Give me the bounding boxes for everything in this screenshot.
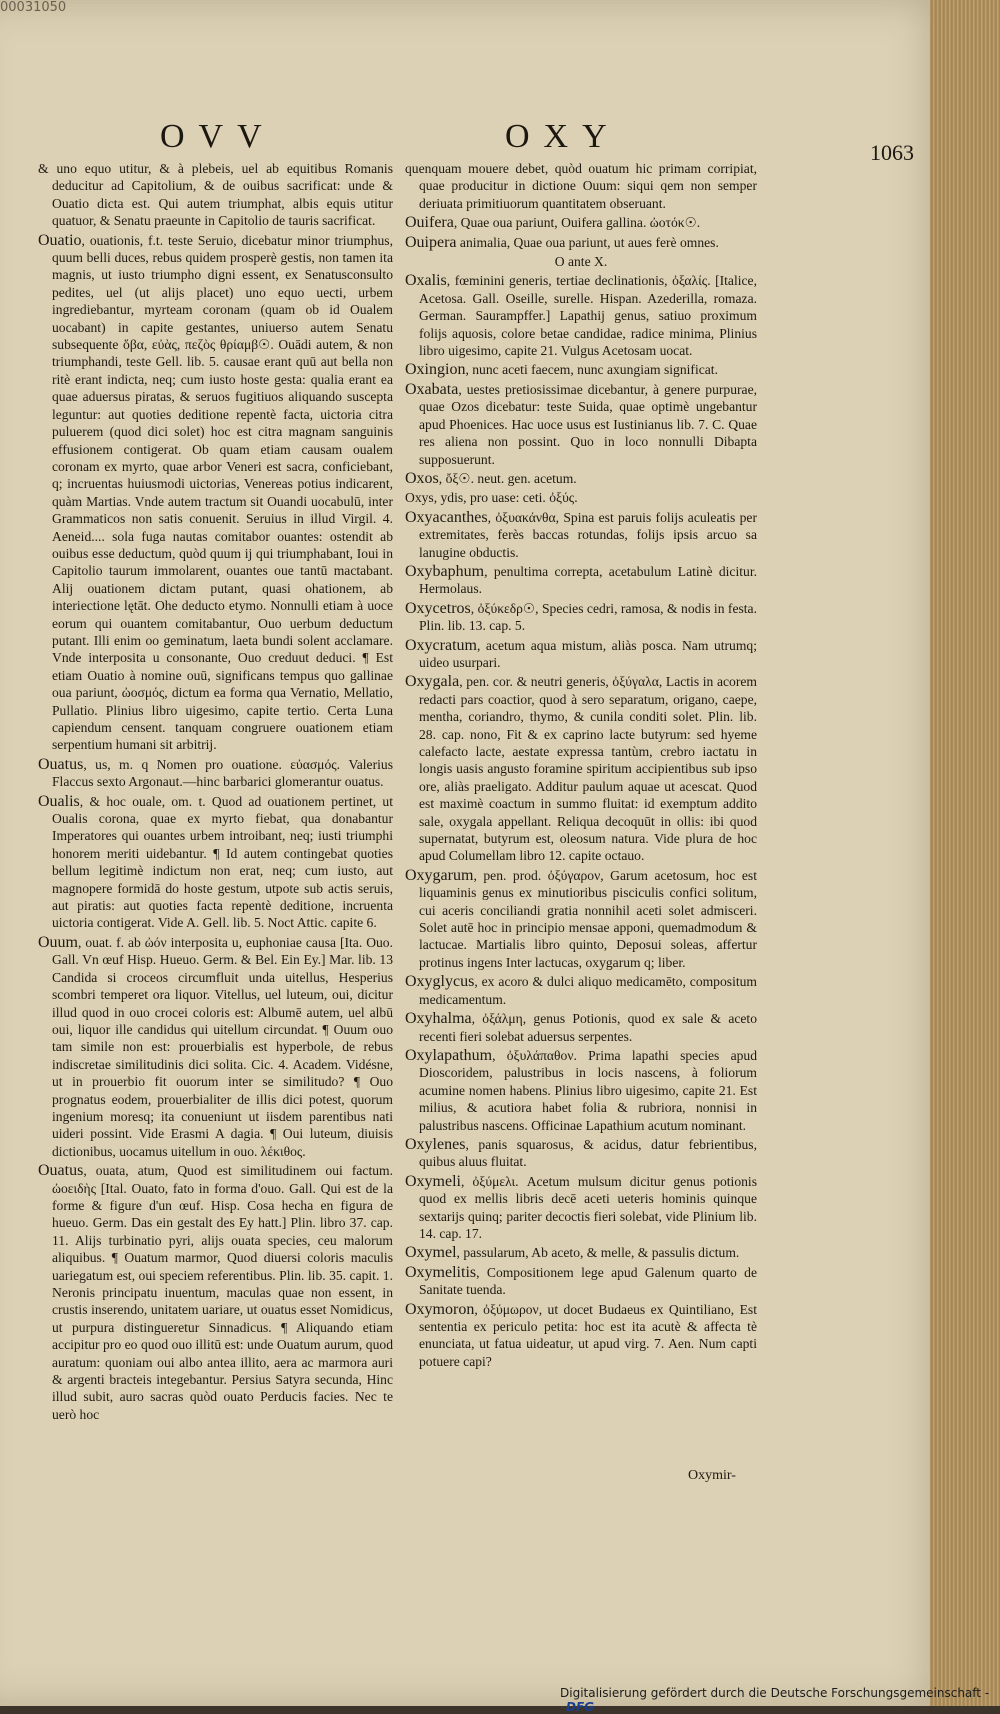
scan-id: 00031050 — [0, 0, 67, 15]
dictionary-entry — [405, 600, 757, 635]
page-edge — [930, 0, 1000, 1706]
entry-lemma: Oxylenes — [405, 1135, 466, 1153]
entry-text: , nunc aceti faecem, nunc axungiam significat. — [465, 362, 718, 378]
dictionary-entry — [405, 214, 757, 231]
dictionary-entry — [405, 361, 757, 378]
entry-text: & uno equo utitur, & à plebeis, uel ab equitibus Romanis deducitur ad Capitolium, & de ouibus sacrificat: unde & Ouatio dicta est. Qui autem triumphat, albis equis utitur quatuor, & Senatu praeunte in Capitolio de tauris sacrificat. — [38, 161, 393, 229]
entry-text: , panis squarosus, & acidus, datur febrientibus, quibus aluus fluitat. — [419, 1136, 757, 1170]
entry-text: , ὄξ☉. neut. gen. acetum. — [438, 470, 577, 486]
dictionary-entry — [38, 756, 393, 791]
entry-text: , passularum, Ab aceto, & melle, & passulis dictum. — [456, 1245, 740, 1261]
dictionary-entry — [405, 1010, 757, 1045]
footer-text: Digitalisierung gefördert durch die Deutsche Forschungsgemeinschaft - — [560, 1686, 990, 1700]
entry-text: , uestes pretiosissimae dicebantur, à genere purpurae, quae Ozos dicebatur: teste Suida, quae optimè ungebantur apud Phoenices. Hac uoce usus est Iustinianus lib. 7. C. Quae res aliena non possint. Quo in loco nonnulli Dibapta supposuerunt. — [419, 381, 757, 467]
entry-text: , ouationis, f.t. teste Seruio, dicebatur minor triumphus, quum belli duces, rebus quidem prosperè gestis, non tamen ita magnis, ut iusto triumpho digni essent, ex Senatusconsulto pedites, uel (ut alijs placet) uno equo uecti, urbem ingrediebantur, myrteam coronam (quam ob id Oualem uocabant) in capite gestantes, uniuerso autem Senatu subsequente ὄβα, εὐὰς, πεζὸς θρίαμβ☉. Ouādi autem, & non triumphandi, teste Gell. lib. 5. causae erant quū aut bella non ritè erant indicta, neq; cum iusto hoste gesta: qualia erant ea quae aduersus piratas, & seruos fugitiuos aliquando suscepta leguntur: aut quoties deditione repentè facta, uictoria citra puluerem (quod dici solet) hoc est citra magnam sanguinis effusionem contigerat. Ob quam etiam causam oualem coronam ex myrto, quae arbor Veneri est sacra, conficiebant, q; incruentas huiusmodi uictorias, Venereas potius indicarent, quàm Martias. Vnde autem tractum sit Ouandi uocabulū, inter Grammaticos non satis conuenit. Seruius in illud Virgil. 4. Aeneid.... sola fuga nautas comitabor ouantes: ostendit ab ouibus esse deductum, quòd quum ij qui triumphabant, Ioui in Capitolio taurum immolarent, ouantes oue tantū mactabant. Alij ouationem dictam putant, quasi ohationem, ab interiectione lętāt. Ohe deducto etymo. Nonnulli etiam à uoce eorum qui ouantem comitabantur, Ouo uerbum deductum putant. Illi enim oo geminatum, laeta bundi solent acclamare. Vnde interposita u consonante, Ouo creduut deduci. ¶ Est etiam Ouatio à nomine ouū, significans tempus quo gallinae oua pariunt, ὠοσμός, dictum ea forma qua Vernatio, Mellatio, Pullatio. Plinius libro uigesimo, capite tertio. Certa Luna capiendum censent. tanquam congruere ouationem etiam serpentium humani sit arbitrij. — [52, 232, 393, 753]
dictionary-entry — [405, 381, 757, 468]
entry-lemma: Oxycratum — [405, 636, 477, 654]
entry-lemma: Oxygarum — [405, 866, 474, 884]
entry-text: animalia, Quae oua pariunt, ut aues ferè omnes. — [456, 234, 719, 250]
dictionary-entry — [405, 489, 757, 506]
entry-lemma: Oxyacanthes — [405, 508, 488, 526]
dictionary-entry — [38, 793, 393, 932]
dictionary-entry — [405, 563, 757, 598]
entry-text: , ouata, atum, Quod est similitudinem oui factum. ὠοειδὴς [Ital. Ouato, fato in forma d'ouo. Gall. Qui est de la forme & figure d'un œuf. Hisp. Cosa hecha en figura de hueuo. Germ. Das ein gestalt des Ey hatt.] Plin. libro 37. cap. 11. Alijs turbinatio pyri, alijs ouata species, ceu malorum aliquibus. ¶ Ouatum marmor, Quod diuersi coloris maculis uariegatum est, oui speciem referentibus. Plin. lib. 35. capit. 1. Neronis principatu inuentum, maculas quae non essent, in crustis inserendo, unitatem uariare, ut ouatus esset Nomidicus, ut purpura distingueretur Sinnadicus. ¶ Aliquando etiam accipitur pro eo quod ouo illitū est: unde Ouatum aurum, quod auratum: quoniam oui albo antea illito, aera ac marmora auri & argenti bracteis integebantur. Persius Satyra secunda, Hinc illud subit, auro sacras quòd ouato Perducis facies. Nec te uerò hoc — [52, 1163, 393, 1422]
dictionary-entry — [405, 509, 757, 561]
dfg-logo: DFG — [566, 1700, 595, 1714]
dictionary-entry — [405, 234, 757, 251]
entry-text: , pen. prod. ὀξύγαρον, Garum acetosum, hoc est liquaminis genus ex minutioribus pisciculis confici solitum, cui aceris conciliandi gratia nonnihil aceti solet admisceri. Solet autē hoc in principio mensae apponi, quemadmodum & lactucae. Martialis libro quinto, Deposui soleas, affertur protinus ingens Inter lactucas, oxygarum q; liber. — [419, 867, 757, 970]
right-column — [405, 160, 757, 1372]
entry-text: , us, m. q Nomen pro ouatione. εὐασμός. Valerius Flaccus sexto Argonaut.—hinc barbarici glomerantur ouatus. — [52, 756, 393, 790]
entry-lemma: Oxyhalma — [405, 1010, 472, 1028]
entry-text: Oxys, ydis, pro uase: ceti. ὀξύς. — [405, 490, 578, 506]
entry-lemma: Oxymel — [405, 1244, 457, 1262]
entry-lemma: Oxymoron — [405, 1300, 475, 1318]
entry-lemma: Oxygala — [405, 673, 460, 691]
entry-text: , ὀξάλμη, genus Potionis, quod ex sale & aceto recenti fieri solebat aduersus serpentes. — [419, 1011, 757, 1044]
dictionary-entry — [405, 1047, 757, 1134]
dictionary-entry — [405, 160, 757, 212]
entry-text: , pen. cor. & neutri generis, ὀξύγαλα, Lactis in acorem redacti pars coactior, quod à sero separatum, origano, caepe, mentha, coriandro, thymo, & cunila conditi solet. Plin. lib. 28. cap. nono, Fit & ex caprino lacte butyrum: sed hyeme calefacto lacte, aestate expressa tantùm, crebro iactatu in longis uasis angusto foramine spiritum accipientibus sub ipso ore, aliàs praeligato. Additur paulum aquae ut acescat. Quod est maximè coactum in summo fluitat: id exemptum addito sale, oxygala appellant. Reliqua decoquūt in ollis: ibi quod supernatat, butyrum est, oleosum natura. Vide plura de hoc apud Columellam libro 12. capite octauo. — [419, 674, 757, 864]
dictionary-entry — [38, 160, 393, 230]
entry-text: , ὀξυακάνθα, Spina est paruis folijs aculeatis per extremitates, ferès baccas rotundas, folijs ipsis arcuo sa lanugine obductis. — [419, 509, 757, 560]
section-heading: O ante X. — [554, 254, 608, 270]
entry-text: , ὀξύκεδρ☉, Species cedri, ramosa, & nodis in festa. Plin. lib. 13. cap. 5. — [419, 600, 757, 634]
entry-lemma: Ouifera — [405, 214, 454, 232]
entry-lemma: Oxalis — [405, 272, 447, 290]
entry-lemma: Ouipera — [405, 233, 457, 251]
dictionary-entry — [38, 232, 393, 754]
entry-text: , Quae oua pariunt, Ouifera gallina. ὠοτόκ☉. — [453, 215, 701, 231]
footer-credit — [560, 1686, 1000, 1714]
running-header-right: OXY — [505, 118, 621, 155]
entry-lemma: Ouum — [38, 933, 78, 951]
entry-lemma: Oxymeli — [405, 1172, 461, 1190]
entry-text: , ouat. f. ab ὠόν interposita u, euphoniae causa [Ita. Ouo. Gall. Vn œuf Hisp. Hueuo. Germ. & Bel. Ein Ey.] Mar. lib. 13 Candida si croceos circumfluit unda uitellus, Hesperius scombri temperet ora liquor. Vitellus, uel luteum, oui, dicitur illud quod in ouo crocei coloris est: Albumē autem, uel albū oui, liquor ille candidus qui uitellum circundat. ¶ Ouum ouo tam simile non est: prouerbialis est hyperbole, de rebus indiscretae similitudinis dici solita. Cic. 4. Academ. Vidésne, ut in prouerbio fit ouorum inter se similitudo? ¶ Ouo prognatus eodem, prouerbialiter de illis dici potest, quorum ingenium moresq; ita conueniunt ut iisdem parentibus nati uideri possint. Vide Erasmi A dagia. ¶ Oui luteum, diuisis dictionibus, uocamus uitellum in ouo. λέκιθος. — [52, 934, 393, 1159]
entry-lemma: Oxybaphum — [405, 562, 485, 580]
entry-text: , fœminini generis, tertiae declinationis, ὀξαλίς. [Italice, Acetosa. Gall. Oseille, surelle. Hispan. Azederilla, romaza. German. Saurampffer.] Lapathij genus, satiuo proximum folijs aquosis, colore betae candidae, radice minima, Plinius libro uigesimo, capite 21. Vulgus Acetosam uocat. — [419, 273, 757, 359]
dictionary-entry — [38, 934, 393, 1160]
page-number: 1063 — [870, 140, 914, 165]
entry-text: , acetum aqua mistum, aliàs posca. Nam utrumq; uideo usurpari. — [419, 637, 757, 670]
dictionary-entry — [405, 1264, 757, 1299]
dictionary-entry — [405, 637, 757, 672]
entry-lemma: Ouatus — [38, 755, 84, 773]
dictionary-entry — [405, 1301, 757, 1371]
entry-lemma: Ouatus — [38, 1162, 84, 1180]
entry-lemma: Oxycetros — [405, 599, 471, 617]
dictionary-entry — [405, 867, 757, 971]
catchword: Oxymir- — [688, 1468, 736, 1483]
entry-text: quenquam mouere debet, quòd ouatum hic primam corripiat, quae producitur in dictione Ouum: siqui qem non semper deriuata primitiuorum quantitatem obseruant. — [405, 161, 757, 211]
entry-text: , ὀξυλάπαθον. Prima lapathi species apud Dioscoridem, palustribus in locis nascens, à foliorum acumine nomen habens. Plinius libro uigesimo, capite 21. Est milius, & acutiora habet folia & rubriora, nonnisi in palustribus nascens. Officinae Lapathium acutum nominant. — [419, 1047, 757, 1133]
dictionary-entry — [405, 272, 757, 359]
entry-lemma: Oxingion — [405, 361, 466, 379]
entry-text: , ex acoro & dulci aliquo medicamēto, compositum medicamentum. — [419, 974, 757, 1007]
dictionary-entry — [405, 470, 757, 487]
entry-lemma: Ouatio — [38, 231, 82, 249]
entry-lemma: Oxabata — [405, 380, 459, 398]
entry-lemma: Oxymelitis — [405, 1263, 477, 1281]
entry-lemma: Oxyglycus — [405, 973, 475, 991]
dictionary-entry — [405, 673, 757, 864]
dictionary-entry — [405, 973, 757, 1008]
left-column — [38, 160, 393, 1425]
entry-lemma: Oxos — [405, 469, 439, 487]
entry-text: , penultima correpta, acetabulum Latinè dicitur. Hermolaus. — [419, 563, 757, 597]
entry-text: , & hoc ouale, om. t. Quod ad ouationem pertinet, ut Oualis corona, quae ex myrto fiebat, qua donabantur Imperatores qui ouantes urbem introibant, neq; iusti triumphi honorem meriti uidebantur. ¶ Id autem contingebat quoties bellum legitimè indictum non erat, neq; cum iusto, aut magnopere formidā do hoste gestum, utpote sub actis seruis, aut piratis: aut quoties facta repentè deditione, incruenta uictoria contigerat. Vide A. Gell. lib. 5. Noct Attic. capite 6. — [52, 793, 393, 931]
entry-lemma: Oxylapathum — [405, 1046, 493, 1064]
entry-text: , ὀξύμελι. Acetum mulsum dicitur genus potionis quod ex mellis libris decē aceti ueteris hominis quinque sextarijs quinq; pariter decoctis fieri solebat, vide Plinium lib. 14. cap. 17. — [419, 1173, 757, 1241]
entry-lemma: Oualis — [38, 792, 80, 810]
dictionary-entry — [405, 1244, 757, 1261]
dictionary-entry — [38, 1162, 393, 1423]
entry-text: , Compositionem lege apud Galenum quarto de Sanitate tuenda. — [419, 1264, 757, 1298]
dictionary-entry — [405, 1136, 757, 1171]
dictionary-entry — [405, 1173, 757, 1243]
entry-text: , ὀξύμωρον, ut docet Budaeus ex Quintiliano, Est sententia ex periculo petita: hoc est ita acutè & affecta tè enunciata, ut fatua uideatur, ut apud virg. 7. Aen. Num capti potuere capi? — [419, 1301, 757, 1369]
running-header-left: OVV — [160, 118, 276, 155]
